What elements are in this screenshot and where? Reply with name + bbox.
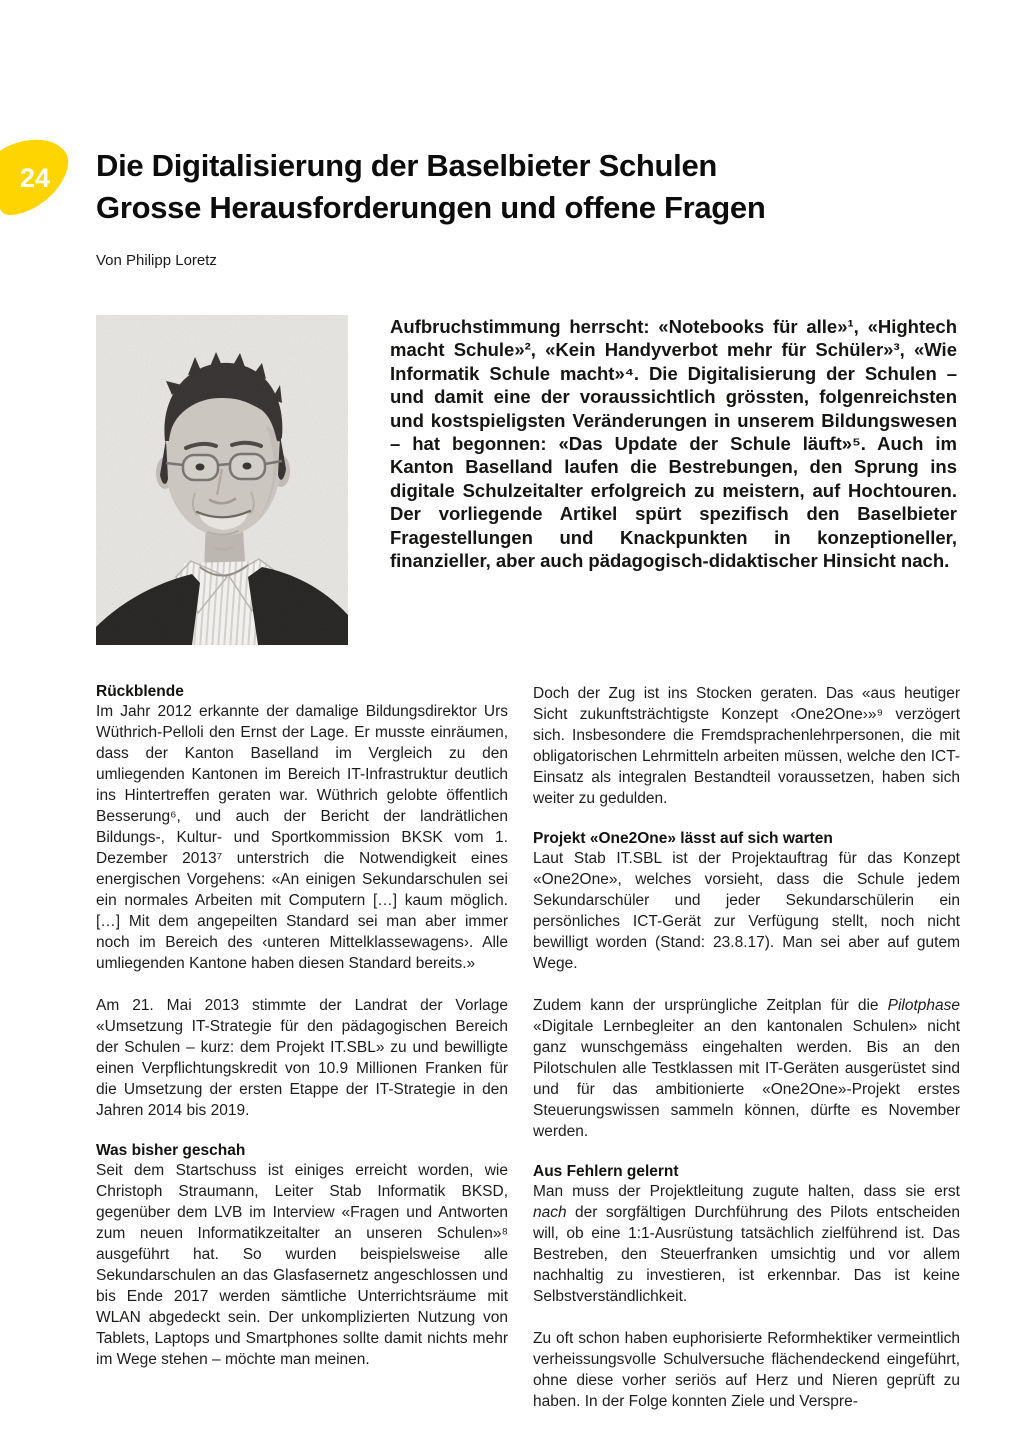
section-heading: Projekt «One2One» lässt auf sich warten	[533, 830, 833, 847]
lead-section	[96, 315, 960, 645]
body-paragraph	[533, 995, 960, 1142]
lead-paragraph: Aufbruchstimmung herrscht: «Notebooks für alle»¹, «Hightech macht Schule»², «Kein Handyverbot mehr für Schüler»³, «Wie Informatik Schule macht»⁴. Die Digitalisierung der Schulen – und damit eine der voraussichtlich grössten, folgenreichsten und kostspieligsten Veränderungen in unserem Bildungswesen – hat begonnen: «Das Update der Schule läuft»⁵. Auch im Kanton Baselland laufen die Bestrebungen, den Sprung ins digitale Schulzeitalter erfolgreich zu meistern, auf Hochtouren. Der vorliegende Artikel spürt spezifisch den Baselbieter Fragestellungen und Knackpunkten in konzeptioneller, finanzieller, aber auch pädagogisch-didaktischer Hinsicht nach.	[390, 316, 957, 572]
body-paragraph: Am 21. Mai 2013 stimmte der Landrat der Vorlage «Umsetzung IT-Strategie für den pädagogischen Bereich der Schulen – kurz: dem Projekt IT.SBL» zu und bewilligte einen Verpflichtungskredit von 10.9 Millionen Franken für die Umsetzung der ersten Etappe der IT-Strategie in den Jahren 2014 bis 2019.	[96, 997, 508, 1119]
column-right	[533, 683, 960, 1412]
page-number-badge	[0, 139, 76, 219]
section-heading: Aus Fehlern gelernt	[533, 1163, 679, 1180]
author-photo	[96, 315, 348, 645]
section-heading: Rückblende	[96, 683, 184, 700]
body-paragraph: Zu oft schon haben euphorisierte Reformhektiker vermeintlich verheissungsvolle Schulversuche flächendeckend eingeführt, ohne diese vorher seriös auf Herz und Nieren geprüft zu haben. In der Folge konnten Ziele und Verspre-	[533, 1330, 960, 1410]
text-segment: Zudem kann der ursprüngliche Zeitplan für die	[533, 997, 888, 1014]
page-number: 24	[20, 163, 51, 193]
text-segment: «Digitale Lernbegleiter an den kantonalen Schulen» nicht ganz wunschgemäss eingehalten werden. Bis an den Pilotschulen alle Testklassen mit IT-Geräten ausgerüstet sind und für das ambitionierte «One2One»-Projekt erstes Steuerungswissen sammeln können, dürfte es November werden.	[533, 1018, 960, 1140]
body-paragraph	[533, 1181, 960, 1307]
emphasized-text: Pilotphase	[887, 997, 960, 1014]
text-segment: Man muss der Projektleitung zugute halten, dass sie erst	[533, 1183, 960, 1200]
text-segment: der sorgfältigen Durchführung des Pilots entscheiden will, ob eine 1:1-Ausrüstung tatsächlich zielführend ist. Das Bestreben, den Steuerfranken umsichtig und vor allem nachhaltig zu investieren, ist erkennbar. Das ist keine Selbstverständlichkeit.	[533, 1204, 960, 1305]
emphasized-text: nach	[533, 1204, 567, 1221]
page-title-line1: Die Digitalisierung der Baselbieter Schulen	[96, 148, 718, 183]
body-paragraph: Laut Stab IT.SBL ist der Projektauftrag für das Konzept «One2One», welches vorsieht, dass die Schule jedem Sekundarschüler und jeder Sekundarschülerin ein persönliches ICT-Gerät zur Verfügung stellt, noch nicht bewilligt worden (Stand: 23.8.17). Man sei aber auf gutem Wege.	[533, 850, 960, 972]
portrait-illustration	[96, 315, 348, 645]
section-heading: Was bisher geschah	[96, 1142, 246, 1159]
body-paragraph: Doch der Zug ist ins Stocken geraten. Das «aus heutiger Sicht zukunftsträchtigste Konzept ‹One2One›»⁹ verzögert sich. Insbesondere die Fremdsprachenlehrpersonen, die mit obligatorischen Lehrmitteln arbeiten müssen, welche den ICT-Einsatz als integralen Bestandteil voraussetzen, haben sich weiter zu gedulden.	[533, 685, 960, 807]
page-title	[96, 145, 960, 229]
column-left	[96, 683, 508, 1412]
article-columns	[96, 683, 960, 1412]
byline: Von Philipp Loretz	[96, 252, 217, 269]
body-paragraph: Seit dem Startschuss ist einiges erreicht worden, wie Christoph Straumann, Leiter Stab Informatik BKSD, gegenüber dem LVB im Interview «Fragen und Antworten zum neuen Informatikzeitalter an unseren Schulen»⁸ ausgeführt hat. So wurden beispielsweise alle Sekundarschulen an das Glasfasernetz angeschlossen und bis Ende 2017 werden sämtliche Unterrichtsräume mit WLAN abgedeckt sein. Der unkomplizierten Nutzung von Tablets, Laptops und Smartphones sollte damit nichts mehr im Wege stehen – möchte man meinen.	[96, 1162, 508, 1368]
body-paragraph: Im Jahr 2012 erkannte der damalige Bildungsdirektor Urs Wüthrich-Pelloli den Ernst der Lage. Er musste einräumen, dass der Kanton Baselland im Vergleich zu den umliegenden Kantonen im Bereich IT-Infrastruktur deutlich ins Hintertreffen geraten war. Wüthrich gelobte öffentlich Besserung⁶, und auch der Bericht der landrätlichen Bildungs-, Kultur- und Sportkommission BKSK vom 1. Dezember 2013⁷ unterstrich die Notwendigkeit eines energischen Vorgehens: «An einigen Sekundarschulen sei ein normales Arbeiten mit Computern […] kaum möglich. […] Mit dem angepeilten Standard sei man aber immer noch im Bereich des ‹unteren Mittelklassewagens›. Alle umliegenden Kantone haben diesen Standard bereits.»	[96, 703, 508, 972]
page-title-line2: Grosse Herausforderungen und offene Fragen	[96, 190, 766, 225]
